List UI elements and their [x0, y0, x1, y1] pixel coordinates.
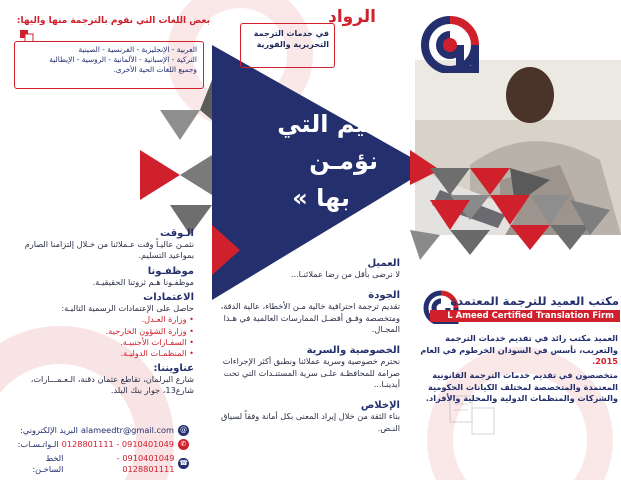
tagline-box [240, 23, 335, 68]
values-line-1: القيم التي [277, 110, 400, 138]
values-line-3: بها » [292, 184, 350, 213]
whatsapp-icon: ✆ [178, 439, 189, 450]
whatsapp-label: الـواتـسـاب: [17, 439, 59, 450]
firm-description [418, 333, 618, 405]
quality-heading: الجودة [368, 290, 400, 302]
certification-item: • السفـارات الأجنبيـة. [120, 336, 194, 347]
languages-title: بعض اللغات التي نقوم بالترجمة منها واليها: [16, 16, 210, 26]
values-line-2: نؤمـن [309, 147, 378, 176]
client-heading: العميل [367, 258, 400, 269]
firm-desc-2: متخصصون في تقديم خدمات الترجمة القانونية المعتمدة والمتخصصة لمختلف الكيانات الحكومية والشركات والمنظمات الدولية والمحلية والأفراد. [425, 369, 618, 404]
firm-english-name: L Ameed Certified Translation Firm [430, 310, 620, 322]
hotline-value[interactable]: 0910401049 - 0128801111 [116, 453, 175, 474]
staff-heading: موظفـونا [147, 265, 194, 277]
firm-year: 2015. [592, 356, 618, 367]
firm-logo-icon [420, 15, 480, 73]
certification-item: • المنظمـات الدوليـة. [120, 348, 194, 359]
values-title [262, 106, 400, 218]
middle-column [220, 258, 400, 434]
certification-item: • وزارة الشؤون الخارجية. [105, 325, 194, 336]
address-heading: عناويننا: [153, 362, 194, 374]
languages-line-1: العربية - الإنجليزية - الفرنسية - الصينية [78, 45, 197, 54]
hotline-label: الخط الساخـن: [32, 453, 64, 474]
staff-text: موظفـونا هـم ثروتنا الحقيقيـة. [92, 276, 194, 287]
email-value[interactable]: alameedtr@gmail.com [80, 425, 174, 436]
languages-box [14, 41, 204, 89]
privacy-text: نحترم خصوصية وسرية عملائنا ونطبق أكثر الإجراءات صرامة للمحافظـة علـى سرية المستنـدات التي تحت أيدينـا... [222, 356, 400, 389]
certifications-heading: الاعتمادات [143, 291, 194, 303]
address-text: شارع البرلمان، تقاطع عثمان دقنة، الـعـمـــارات، شارع13، جوار بنك البلد. [30, 373, 194, 395]
client-text: لا نرضى بأقل من رضا عملائنـا... [290, 269, 400, 279]
languages-line-3: وجميع اللغات الحية الأخرى. [113, 64, 197, 74]
honesty-text: بناء الثقة من خلال إيراد المعنى بكل أمانة وفقاً لسياق النـص. [221, 411, 400, 433]
firm-desc-1: العميد مكتب رائد في تقديم خدمات الترجمة والتعريب، تأسس في السودان الخرطوم في العام [420, 333, 618, 355]
honesty-heading: الإخلاص [360, 400, 400, 412]
whatsapp-value[interactable]: 0910401049 - 0128801111 [61, 439, 174, 450]
quality-text: تقديم ترجمة احترافية خالية مـن الأخطاء، عالية الدقة، ومتخصصة وفـق أفضـل الممارسات العالمية في هـذا المجـال. [220, 301, 400, 334]
phone-icon: ☎ [179, 459, 189, 468]
left-column [14, 228, 194, 396]
certification-item: • وزارة العـدل. [141, 314, 194, 325]
firm-name: مكتب العميد للترجمة المعتمدة [450, 294, 619, 308]
email-label: البريد الإلكتروني: [20, 425, 78, 436]
tagline-line-1: في خدمات الترجمة [253, 29, 329, 38]
privacy-heading: الخصوصية والسرية [306, 345, 400, 357]
contact-block [14, 425, 189, 474]
languages-line-2: التركية - الإسبانية - الألمانية - الروسية - الإيطالية [49, 54, 197, 64]
time-heading: الـوقت [159, 228, 194, 239]
time-text: نثمـن عاليـاً وقت عـملائنا من خـلال إلتزامنا الصارم بمواعيد التسليم. [24, 239, 194, 261]
email-icon: @ [180, 426, 187, 434]
tagline-title: الرواد [328, 7, 376, 27]
tagline-line-2: التحريرية والفورية [256, 40, 329, 50]
certifications-text: حاصل على الإعتمادات الرسمية التاليـة: [61, 302, 194, 313]
